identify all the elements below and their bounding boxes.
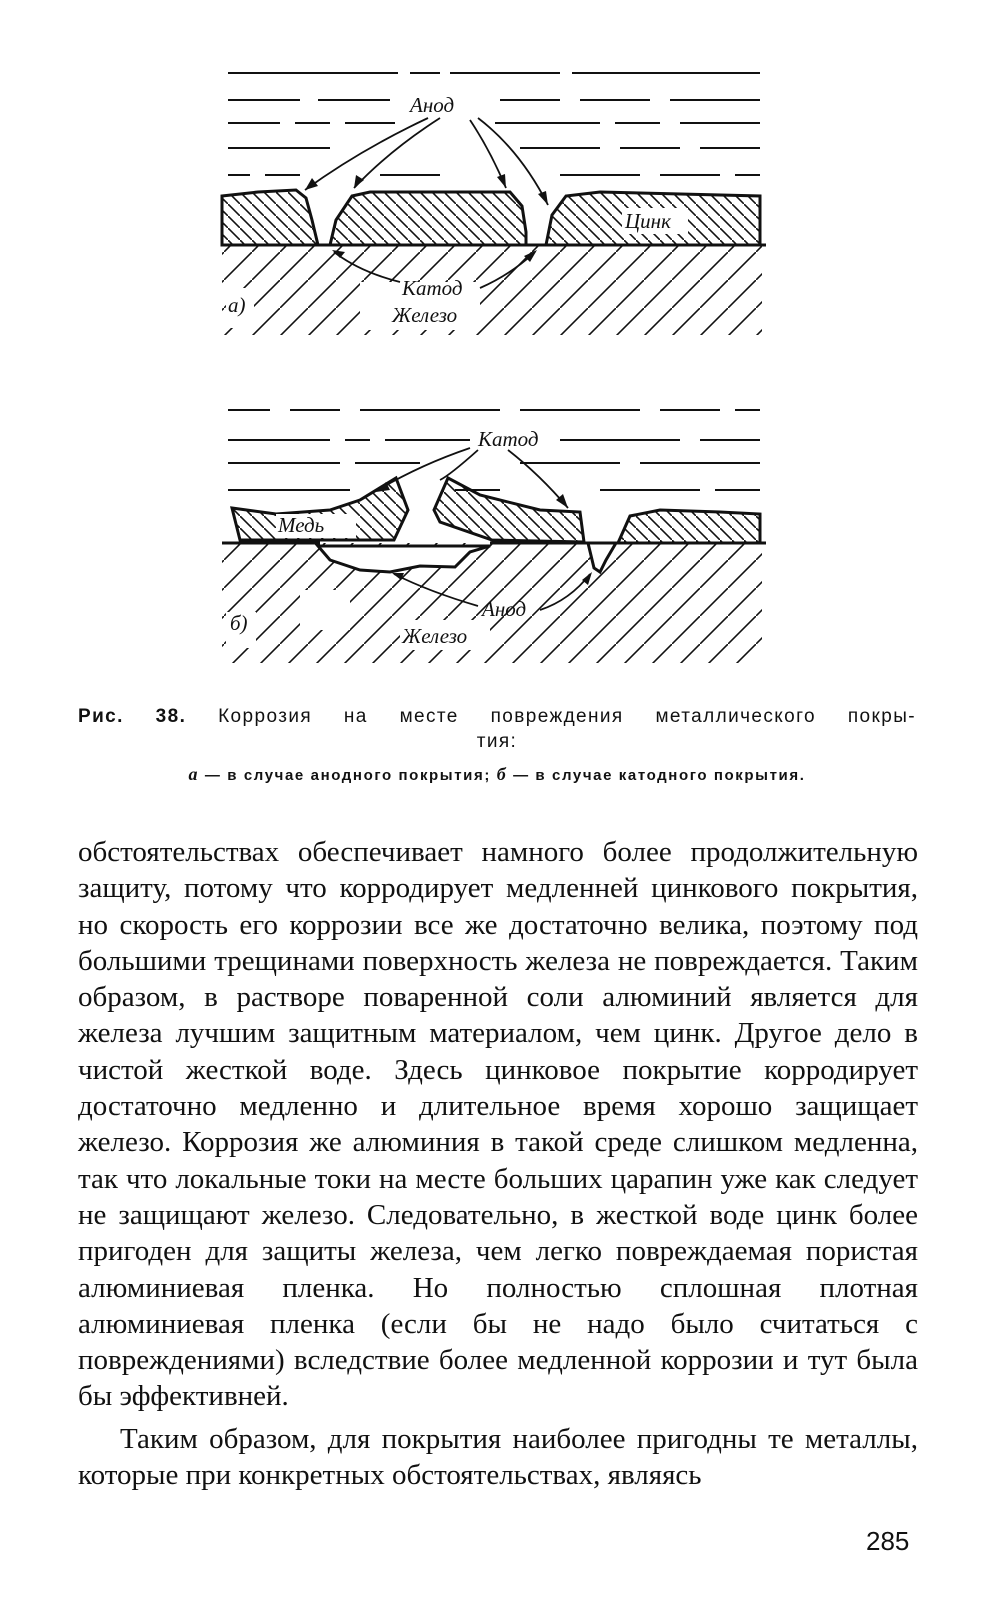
iron-substrate-a xyxy=(222,245,762,335)
caption-text-a: — в случае анодного покрытия; xyxy=(199,767,497,784)
caption-text-b: — в случае катодного покрытия. xyxy=(507,767,806,784)
page-number: 285 xyxy=(866,1526,910,1556)
panel-a xyxy=(222,73,766,335)
panel-label-b: б) xyxy=(230,611,248,635)
paragraph-1: обстоятельствах обеспечивает намного более продолжительную защиту, потому что корродирует медленней цинкового покрытия, но скорость его коррозии все же достаточно велика, поэтому под большими трещинами поверхность железа не повреждается. Таким образом, в растворе поваренной соли алюминий является для железа лучшим защитным материалом, чем цинк. Другое дело в чистой жесткой воде. Здесь цинковое покрытие корродирует достаточно медленно и длительное время хорошо защищает железо. Коррозия же алюминия в такой среде слишком медленна, так что локальные токи на месте больших царапин уже как следует не защищают железо. Следовательно, в жесткой воде цинк более пригоден для защиты железа, чем легко повреждаемая пористая алюминиевая пленка. Но полностью сплошная плотная алюминиевая пленка (если бы не надо было считаться с повреждениями) вследствие более медленной коррозии и тут была бы эффективней. xyxy=(78,836,918,1413)
label-anode-a: Анод xyxy=(410,93,455,117)
body-text xyxy=(78,834,918,1493)
label-copper: Медь xyxy=(278,513,325,537)
figure-38 xyxy=(0,0,994,700)
label-cathode-b: Катод xyxy=(478,427,539,451)
caption-mark-b: б xyxy=(496,764,508,784)
label-cathode-a: Катод xyxy=(402,276,463,300)
panel-label-a: а) xyxy=(228,293,246,317)
caption-title-line xyxy=(78,704,916,729)
caption-mark-a: а xyxy=(188,764,200,784)
label-zinc: Цинк xyxy=(625,209,671,233)
zinc-coating-middle xyxy=(330,192,526,245)
figure-number: Рис. 38. xyxy=(78,706,187,727)
caption-title: Коррозия на месте повреждения металлического покры- xyxy=(218,706,916,727)
panel-b xyxy=(222,410,766,663)
electrolyte-lines-a xyxy=(228,73,760,175)
label-iron-b: Железо xyxy=(402,624,468,648)
figure-caption xyxy=(78,704,916,785)
caption-title-cont: тия: xyxy=(476,731,518,752)
paragraph-2: Таким образом, для покрытия наиболее пригодны те металлы, которые при конкретных обстоятельствах, являясь xyxy=(78,1422,918,1492)
label-anode-b: Анод xyxy=(482,597,527,621)
copper-coating-right xyxy=(618,510,760,543)
label-iron-a: Железо xyxy=(392,303,458,327)
caption-legend xyxy=(78,764,916,785)
copper-coating-middle xyxy=(434,478,584,542)
zinc-coating-left xyxy=(222,190,318,245)
corrosion-diagram xyxy=(0,0,994,700)
